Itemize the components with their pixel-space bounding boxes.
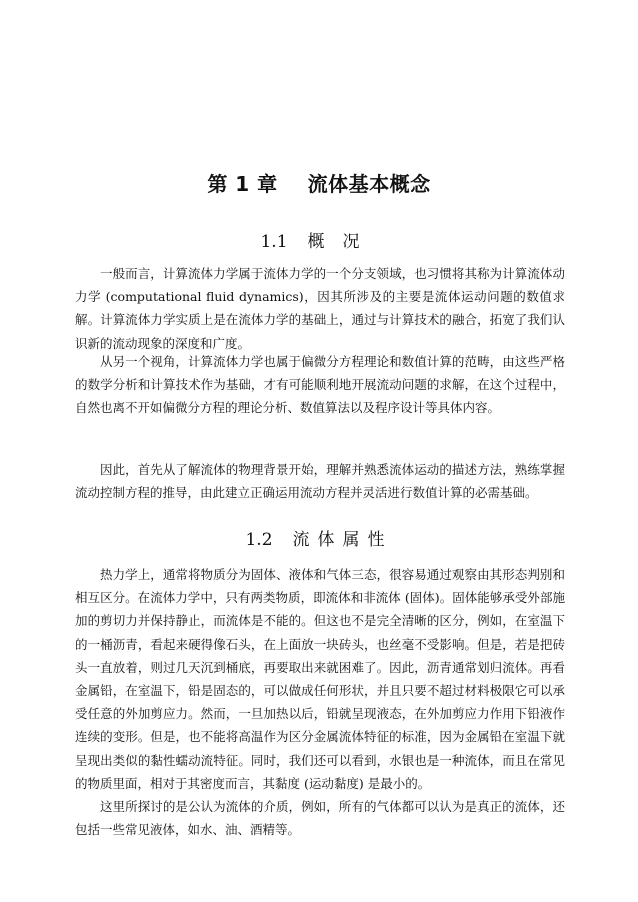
section-title: 流体属性 bbox=[292, 530, 393, 550]
body-paragraph: 这里所探讨的是公认为流体的介质，例如，所有的气体都可以认为是真正的流体，还包括一些常见液体，如水、油、酒精等。 bbox=[75, 799, 565, 838]
section-heading bbox=[0, 227, 638, 252]
body-paragraph: 因此，首先从了解流体的物理背景开始，理解并熟悉流体运动的描述方法，熟练掌握流动控制方程的推导，由此建立正确运用流动方程并灵活进行数值计算的必需基础。 bbox=[75, 462, 565, 501]
chapter-name: 流体基本概念 bbox=[307, 172, 431, 196]
section-number: 1.1 bbox=[260, 232, 288, 252]
body-paragraph: 从另一个视角，计算流体力学也属于偏微分方程理论和数值计算的范畴，由这些严格的数学分析和计算技术作为基础，才有可能顺利地开展流动问题的求解，在这个过程中，自然也离不开如偏微分方程的理论分析、数值算法以及程序设计等具体内容。 bbox=[75, 354, 565, 416]
section-title: 概况 bbox=[307, 232, 378, 252]
section-heading bbox=[0, 525, 638, 550]
section-number: 1.2 bbox=[245, 530, 273, 550]
body-paragraph: 一般而言，计算流体力学属于流体力学的一个分支领域，也习惯将其称为计算流体动力学 (computational fluid dynamics)，因其所涉及的主要是流体运动问题的数值求解。计算流体力学实质上是在流体力学的基础上，通过与计算技术的融合，拓宽了我们认识新的流动现象的深度和广度。 bbox=[75, 266, 565, 351]
chapter-title bbox=[0, 168, 638, 197]
body-paragraph: 热力学上，通常将物质分为固体、液体和气体三态，很容易通过观察由其形态判别和相互区分。在流体力学中，只有两类物质，即流体和非流体 (固体)。固体能够承受外部施加的剪切力并保持静止，而流体是不能的。但这也不是完全清晰的区分，例如，在室温下的一桶沥青，看起来硬得像石头，在上面放一块砖头，也丝毫不受影响。但是，若是把砖头一直放着，则过几天沉到桶底，再要取出来就困难了。因此，沥青通常划归流体。再看金属铅，在室温下，铅是固态的，可以做成任何形状，并且只要不超过材料极限它可以承受任意的外加剪应力。然而，一旦加热以后，铅就呈现液态，在外加剪应力作用下铅液作连续的变形。但是，也不能将高温作为区分金属流体特征的标准，因为金属铅在室温下就呈现出类似的黏性蠕动流特征。同时，我们还可以看到，水银也是一种流体，而且在常见的物质里面，相对于其密度而言，其黏度 (运动黏度) 是最小的。 bbox=[75, 567, 565, 791]
chapter-number: 第 1 章 bbox=[207, 172, 278, 196]
